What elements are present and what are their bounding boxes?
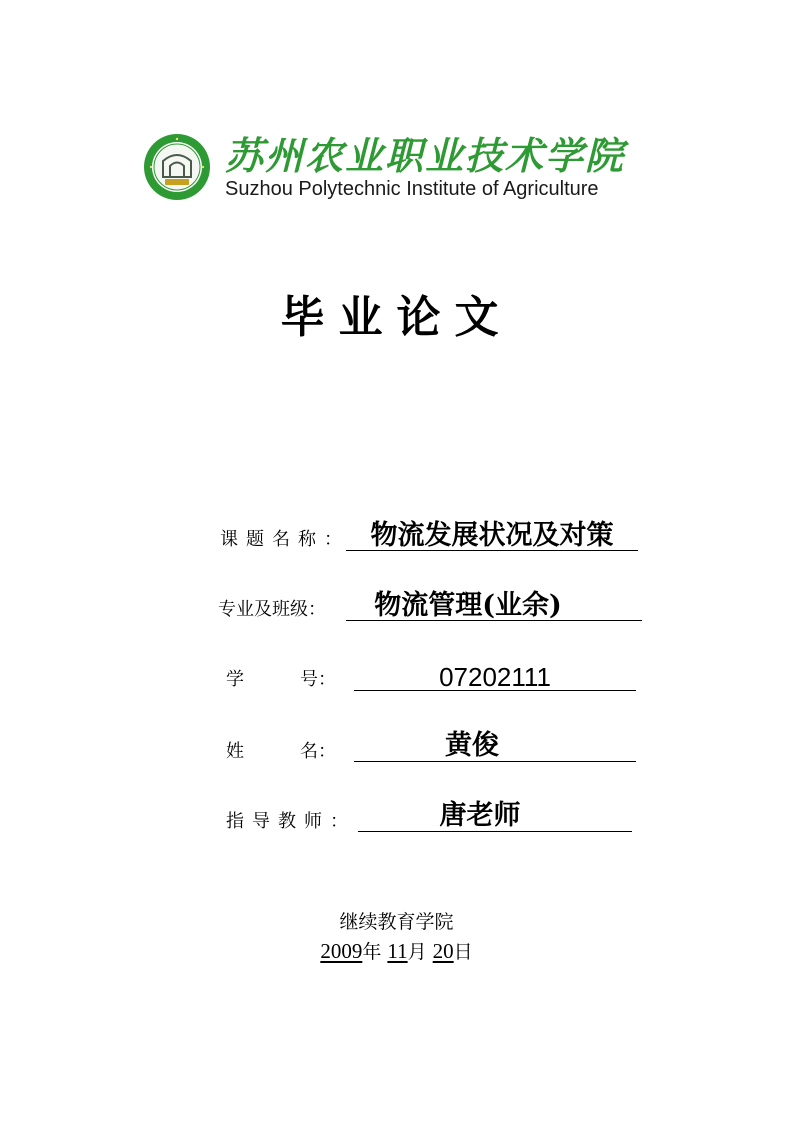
date-month: 11: [387, 939, 408, 963]
school-name-cn: 苏州农业职业技术学院: [225, 133, 626, 178]
advisor-label: 指导教师：: [226, 811, 356, 832]
name-label-b: 名：: [300, 741, 336, 762]
date-day: 20: [432, 939, 454, 963]
date-month-unit: 月: [407, 941, 427, 963]
name-value: 黄俊: [445, 730, 499, 761]
major-class-value: 物流管理(业余): [374, 590, 562, 621]
department: 继续教育学院: [339, 911, 454, 933]
school-name-en: Suzhou Polytechnic Institute of Agriculture: [225, 178, 599, 200]
school-header: [143, 133, 643, 203]
document-title: 毕业论文: [280, 292, 513, 343]
student-id-label-b: 号：: [300, 669, 336, 690]
major-class-label: 专业及班级：: [218, 599, 326, 620]
date-year: 2009: [320, 939, 363, 963]
name-label-a: 姓: [226, 741, 244, 762]
advisor-value: 唐老师: [439, 800, 521, 831]
school-emblem-icon: [143, 133, 211, 201]
submission-date: [0, 937, 793, 966]
date-year-unit: 年: [362, 941, 382, 963]
student-id-label-a: 学: [226, 669, 244, 690]
topic-value: 物流发展状况及对策: [370, 520, 614, 551]
topic-label: 课题名称：: [220, 529, 350, 550]
date-day-unit: 日: [453, 941, 473, 963]
student-id-value: 07202111: [439, 662, 551, 692]
